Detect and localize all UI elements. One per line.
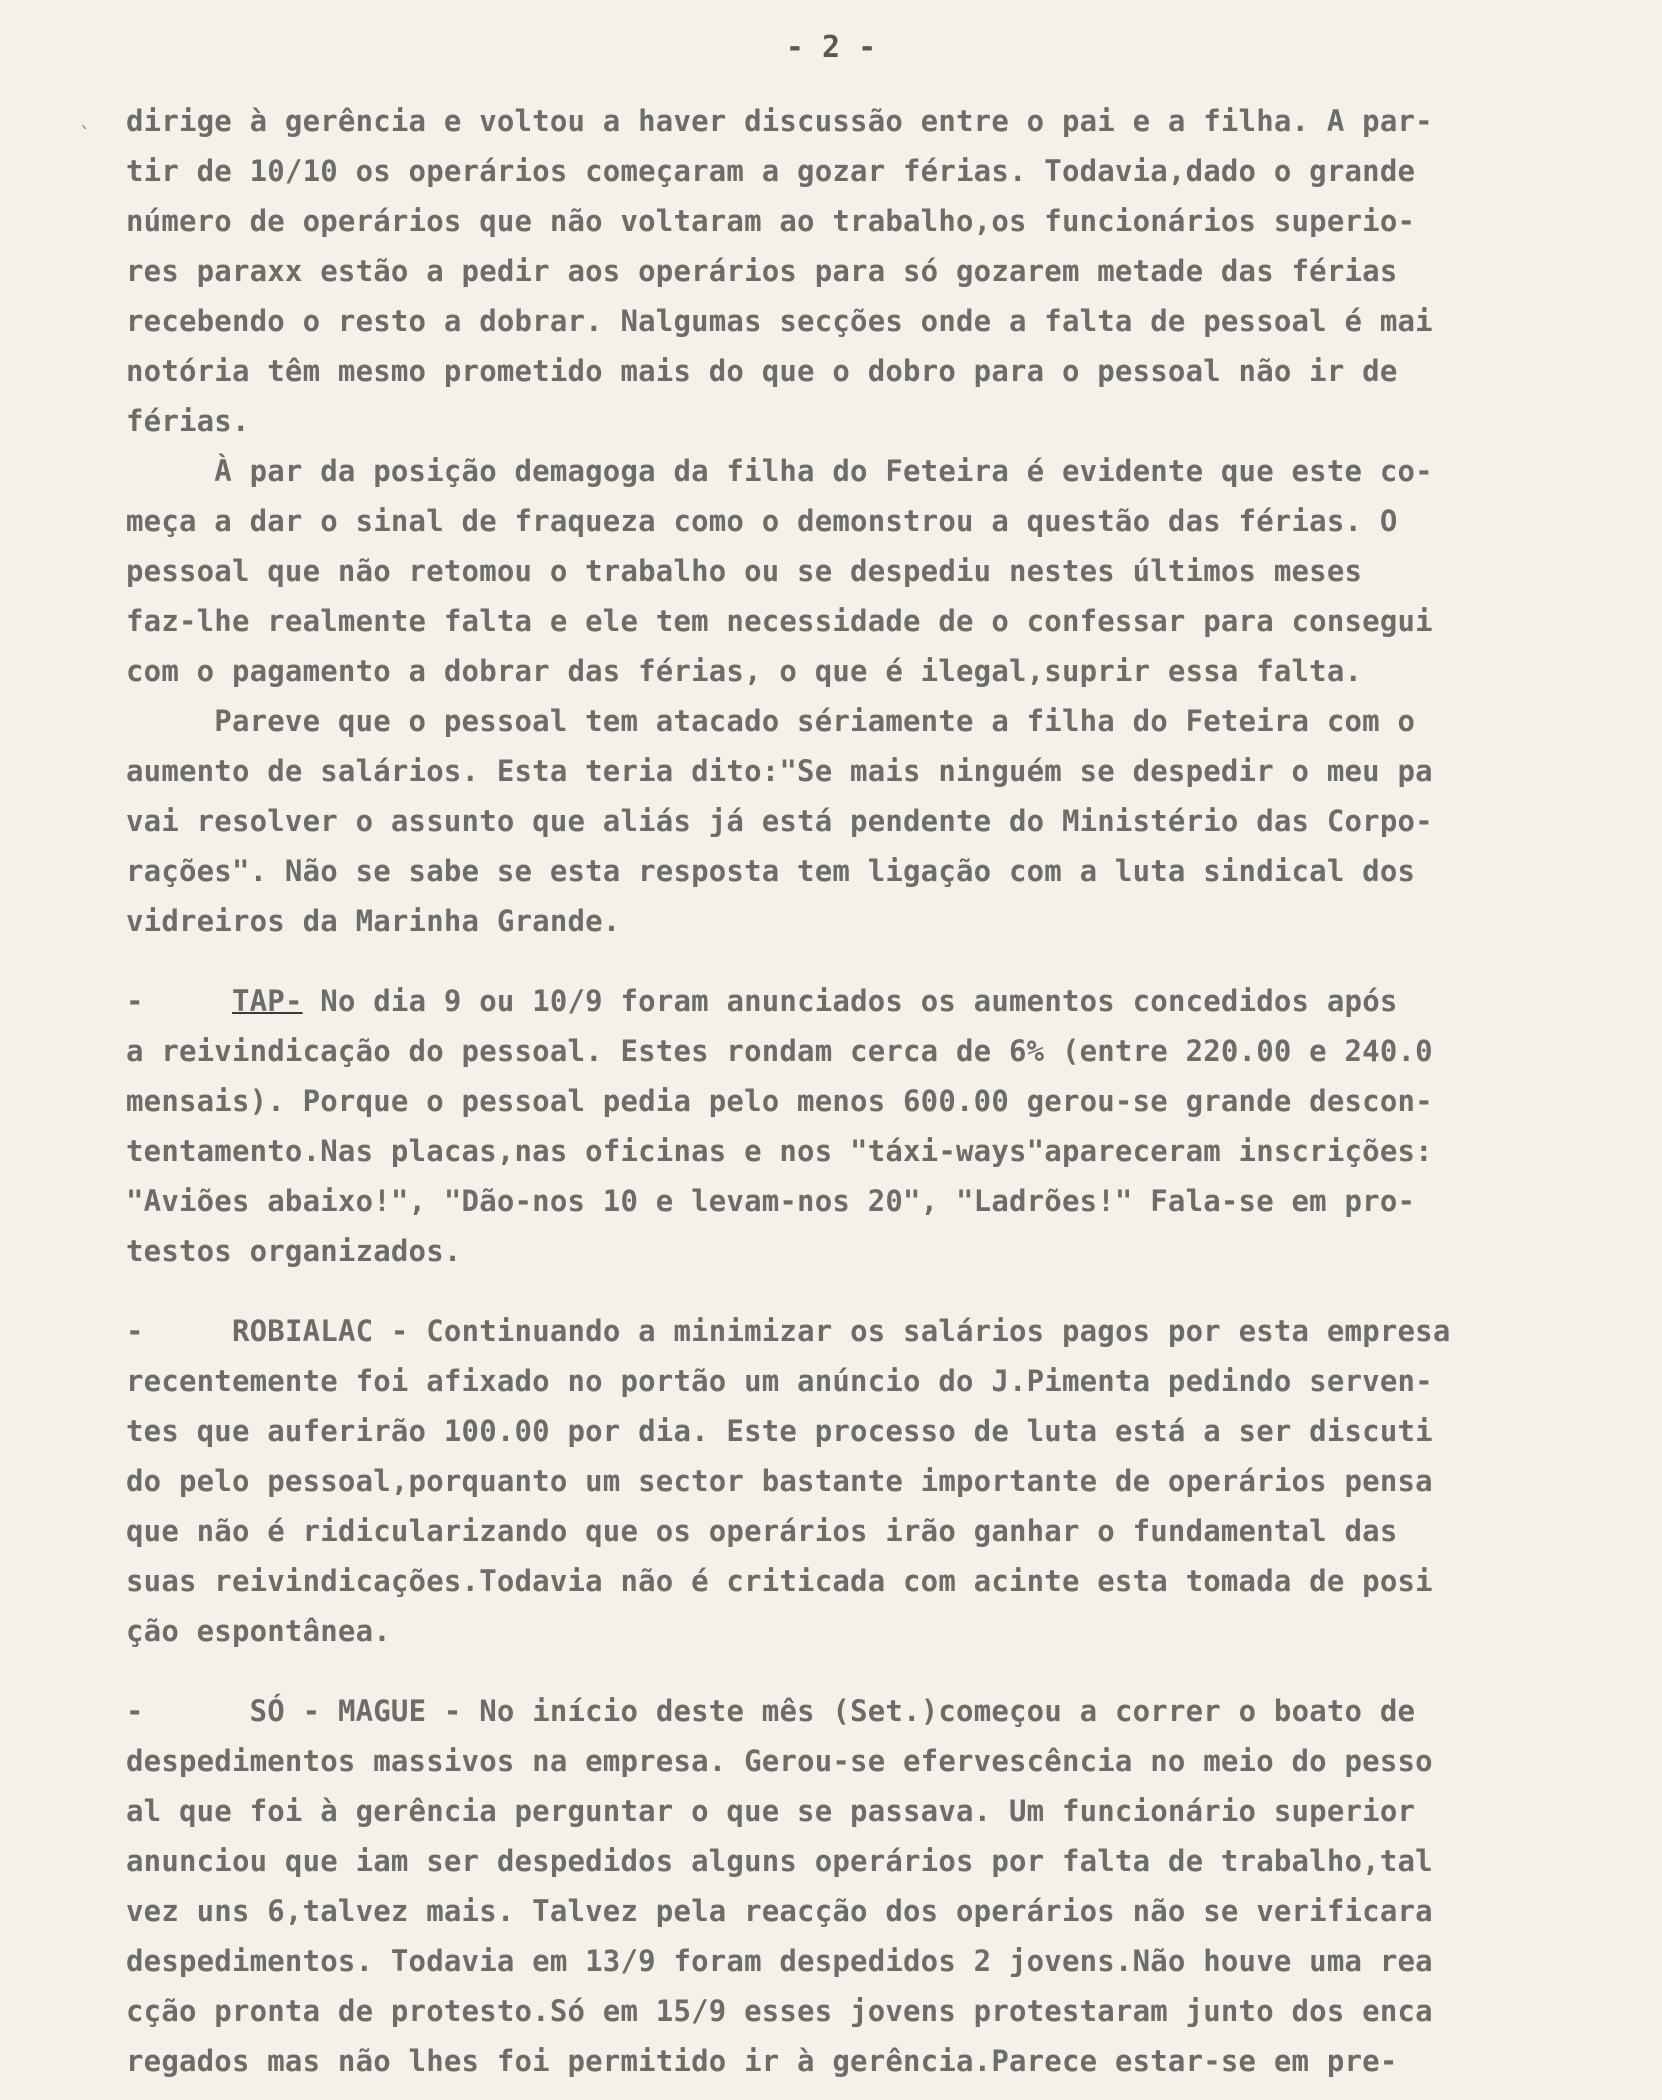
page-number: - 2 - (785, 30, 877, 65)
text-line: regados mas não lhes foi permitido ir à gerência.Parece estar-se em pre- (126, 2044, 1398, 2078)
text-line: que não é ridicularizando que os operários irão ganhar o fundamental das (126, 1514, 1398, 1548)
text-line: - No início deste mês (Set.)começou a correr o boato de (426, 1694, 1416, 1728)
section-heading: ROBIALAC (231, 1314, 374, 1348)
text-line: notória têm mesmo prometido mais do que o dobro para o pessoal não ir de (126, 354, 1398, 388)
section-first-line (126, 1686, 1646, 1736)
text-line: res paraxx estão a pedir aos operários para só gozarem metade das férias (126, 254, 1398, 288)
document-body (126, 96, 1646, 2086)
text-line: dirige à gerência e voltou a haver discussão entre o pai e a filha. A par- (126, 104, 1433, 138)
text-line: com o pagamento a dobrar das férias, o que é ilegal,suprir essa falta. (126, 654, 1363, 688)
text-line: pessoal que não retomou o trabalho ou se despediu nestes últimos meses (126, 554, 1363, 588)
text-line: férias. (126, 404, 250, 438)
text-line: "Aviões abaixo!", "Dão-nos 10 e levam-nos 20", "Ladrões!" Fala-se em pro- (126, 1184, 1416, 1218)
text-line: tes que auferirão 100.00 por dia. Este processo de luta está a ser discuti (126, 1414, 1433, 1448)
paragraph (126, 696, 1646, 946)
text-line: Pareve que o pessoal tem atacado sériamente a filha do Feteira com o (126, 704, 1416, 738)
section-bullet: - (126, 1314, 144, 1348)
section-first-line (126, 1306, 1646, 1356)
text-line: recebendo o resto a dobrar. Nalgumas secções onde a falta de pessoal é mai (126, 304, 1433, 338)
paragraph (126, 446, 1646, 696)
text-line: a reivindicação do pessoal. Estes rondam cerca de 6% (entre 220.00 e 240.0 (126, 1034, 1433, 1068)
text-line: À par da posição demagoga da filha do Feteira é evidente que este co- (126, 454, 1433, 488)
text-line: vidreiros da Marinha Grande. (126, 904, 621, 938)
text-line: do pelo pessoal,porquanto um sector bastante importante de operários pensa (126, 1464, 1433, 1498)
section-bullet: - (126, 984, 144, 1018)
text-line: tir de 10/10 os operários começaram a gozar férias. Todavia,dado o grande (126, 154, 1416, 188)
section-so-mague (126, 1686, 1646, 2086)
stray-pen-mark: ˎ (78, 104, 91, 128)
section-heading: SÓ - MAGUE (249, 1694, 427, 1728)
text-line: No dia 9 ou 10/9 foram anunciados os aumentos concedidos após (302, 984, 1398, 1018)
text-line: vai resolver o assunto que aliás já está pendente do Ministério das Corpo- (126, 804, 1433, 838)
paragraph (126, 96, 1646, 446)
section-bullet: - (126, 1694, 144, 1728)
section-robialac (126, 1306, 1646, 1656)
text-line: ção espontânea. (126, 1614, 391, 1648)
section-tap (126, 976, 1646, 1276)
text-line: meça a dar o sinal de fraqueza como o demonstrou a questão das férias. O (126, 504, 1398, 538)
text-line: faz-lhe realmente falta e ele tem necessidade de o confessar para consegui (126, 604, 1433, 638)
text-line: anunciou que iam ser despedidos alguns operários por falta de trabalho,tal (126, 1844, 1433, 1878)
text-line: rações". Não se sabe se esta resposta tem ligação com a luta sindical dos (126, 854, 1416, 888)
section-heading: TAP- (231, 984, 303, 1018)
text-line: despedimentos massivos na empresa. Gerou-se efervescência no meio do pesso (126, 1744, 1433, 1778)
text-line: tentamento.Nas placas,nas oficinas e nos "táxi-ways"apareceram inscrições: (126, 1134, 1433, 1168)
text-line: recentemente foi afixado no portão um anúncio do J.Pimenta pedindo serven- (126, 1364, 1433, 1398)
text-line: suas reivindicações.Todavia não é criticada com acinte esta tomada de posi (126, 1564, 1433, 1598)
text-line: al que foi à gerência perguntar o que se passava. Um funcionário superior (126, 1794, 1416, 1828)
text-line: vez uns 6,talvez mais. Talvez pela reacção dos operários não se verificara (126, 1894, 1433, 1928)
text-line: testos organizados. (126, 1234, 462, 1268)
text-line: número de operários que não voltaram ao trabalho,os funcionários superio- (126, 204, 1416, 238)
text-line: mensais). Porque o pessoal pedia pelo menos 600.00 gerou-se grande descon- (126, 1084, 1433, 1118)
text-line: - Continuando a minimizar os salários pagos por esta empresa (373, 1314, 1451, 1348)
text-line: aumento de salários. Esta teria dito:"Se mais ninguém se despedir o meu pa (126, 754, 1433, 788)
section-first-line (126, 976, 1646, 1026)
text-line: despedimentos. Todavia em 13/9 foram despedidos 2 jovens.Não houve uma rea (126, 1944, 1433, 1978)
text-line: cção pronta de protesto.Só em 15/9 esses jovens protestaram junto dos enca (126, 1994, 1433, 2028)
